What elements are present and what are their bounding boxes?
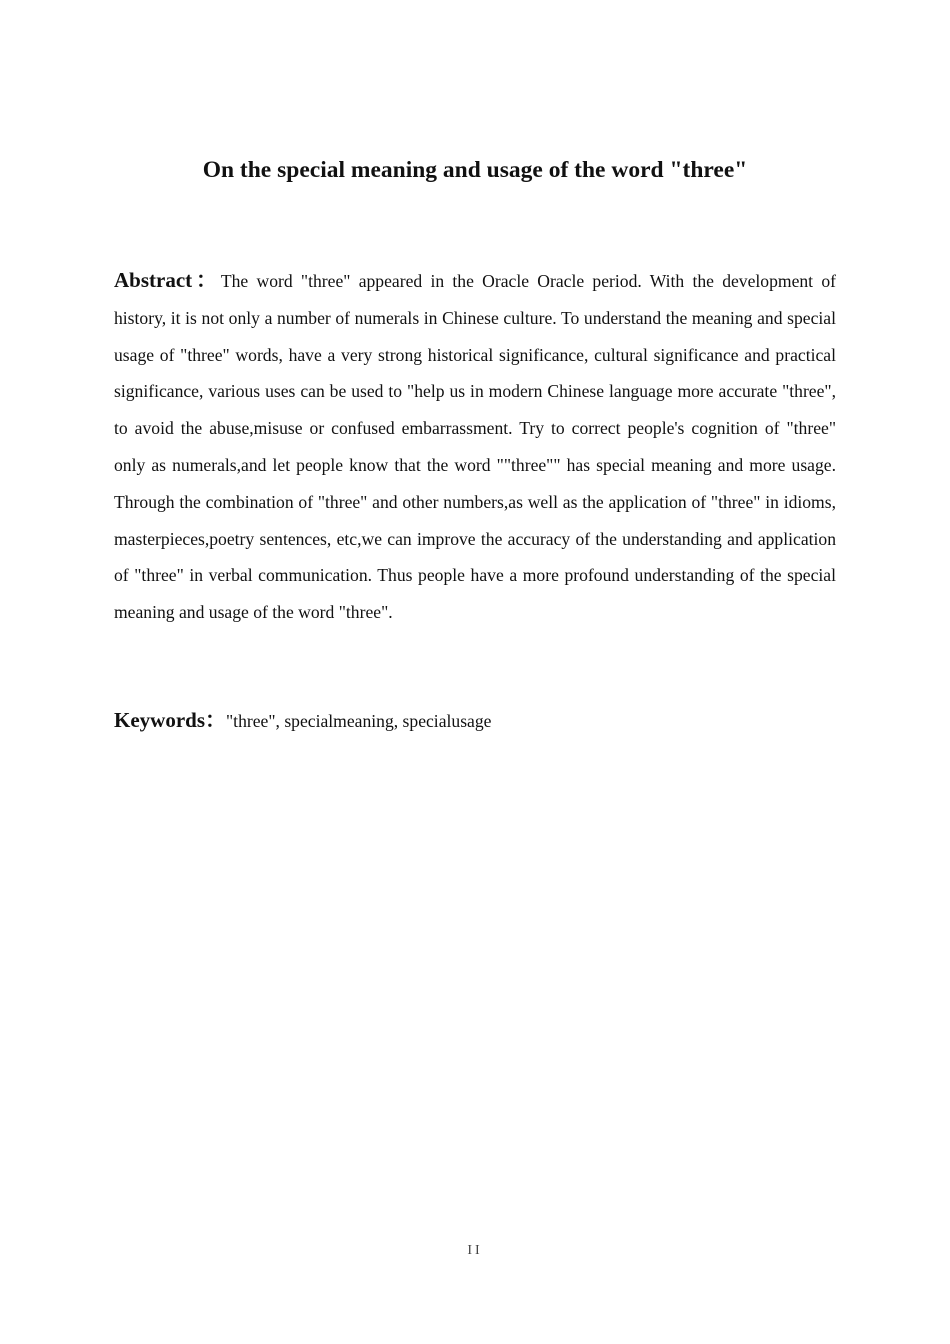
page-number: II xyxy=(467,1243,483,1258)
abstract-text: The word "three" appeared in the Oracle Oracle period. With the development of history, it is not only a number of numerals in Chinese culture. To understand the meaning and special usage of "three" words, have a very strong historical significance, cultural significance and practical significance, various uses can be used to "help us in modern Chinese language more accurate "three", to avoid the abuse,misuse or confused embarrassment. Try to correct people's cognition of "three" only as numerals,and let people know that the word ""three"" has special meaning and more usage. Through the combination of "three" and other numbers,as well as the application of "three" in idioms, masterpieces,poetry sentences, etc,we can improve the accuracy of the understanding and application of "three" in verbal communication. Thus people have a more profound understanding of the special meaning and usage of the word "three". xyxy=(114,271,836,623)
abstract-paragraph xyxy=(114,262,836,631)
keywords-text: "three", specialmeaning, specialusage xyxy=(226,711,492,731)
page-title: On the special meaning and usage of the word "three" xyxy=(202,157,748,183)
keywords-paragraph xyxy=(114,702,836,739)
abstract-label: Abstract： xyxy=(114,268,221,292)
keywords-label: Keywords： xyxy=(114,708,226,732)
